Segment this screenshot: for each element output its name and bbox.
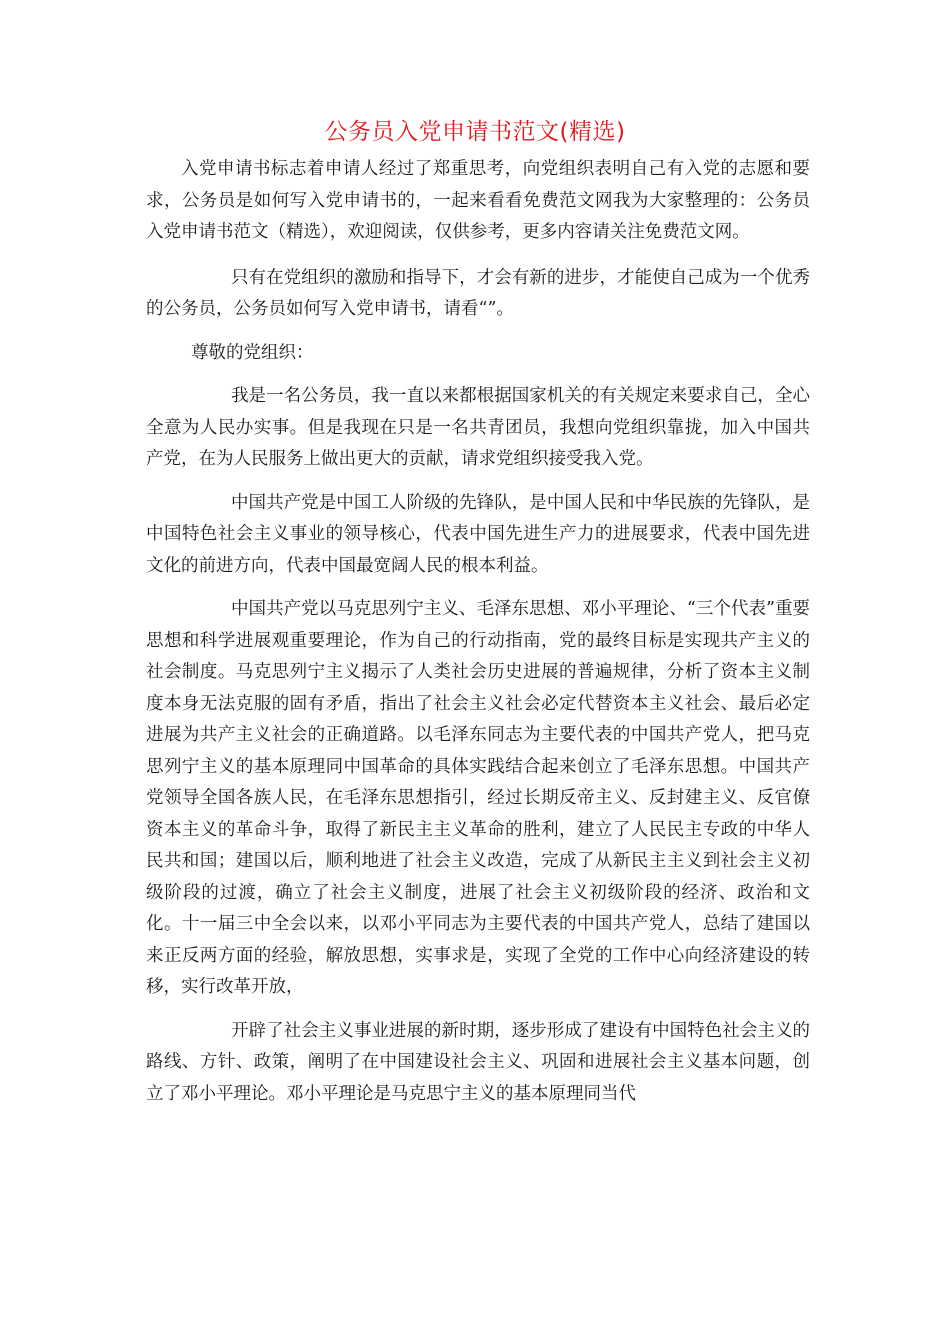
body-paragraph: 我是一名公务员，我一直以来都根据国家机关的有关规定来要求自己，全心全意为人民办实事。但是我现在只是一名共青团员，我想向党组织靠拢，加入中国共产党，在为人民服务上做出更大的贡献，请求党组织接受我入党。 bbox=[146, 386, 810, 469]
lead-paragraph: 只有在党组织的激励和指导下，才会有新的进步，才能使自己成为一个优秀的公务员，公务员如何写入党申请书，请看“”。 bbox=[146, 267, 810, 319]
body-paragraph: 中国共产党以马克思列宁主义、毛泽东思想、邓小平理论、“三个代表”重要思想和科学进展观重要理论，作为自己的行动指南，党的最终目标是实现共产主义的社会制度。马克思列宁主义揭示了人类社会历史进展的普遍规律，分析了资本主义制度本身无法克服的固有矛盾，指出了社会主义社会必定代替资本主义社会、最后必定进展为共产主义社会的正确道路。以毛泽东同志为主要代表的中国共产党人，把马克思列宁主义的基本原理同中国革命的具体实践结合起来创立了毛泽东思想。中国共产党领导全国各族人民，在毛泽东思想指引，经过长期反帝主义、反封建主义、反官僚资本主义的革命斗争，取得了新民主主义革命的胜利，建立了人民民主专政的中华人民共和国；建国以后，顺利地进了社会主义改造，完成了从新民主主义到社会主义初级阶段的过渡，确立了社会主义制度，进展了社会主义初级阶段的经济、政治和文化。十一届三中全会以来，以邓小平同志为主要代表的中国共产党人，总结了建国以来正反两方面的经验，解放思想，实事求是，实现了全党的工作中心向经济建设的转移，实行改革开放， bbox=[146, 599, 810, 997]
document-body bbox=[146, 154, 810, 1110]
document-title: 公务员入党申请书范文(精选) bbox=[324, 119, 626, 145]
intro-paragraph: 入党申请书标志着申请人经过了郑重思考，向党组织表明自己有入党的志愿和要求，公务员是如何写入党申请书的，一起来看看免费范文网我为大家整理的：公务员入党申请书范文（精选），欢迎阅读，仅供参考，更多内容请关注免费范文网。 bbox=[146, 159, 810, 242]
body-paragraph: 中国共产党是中国工人阶级的先锋队，是中国人民和中华民族的先锋队，是中国特色社会主义事业的领导核心，代表中国先进生产力的进展要求，代表中国先进文化的前进方向，代表中国最宽阔人民的根本利益。 bbox=[146, 492, 810, 576]
salutation: 尊敬的党组织： bbox=[191, 342, 314, 363]
body-paragraph: 开辟了社会主义事业进展的新时期，逐步形成了建设有中国特色社会主义的路线、方针、政策，阐明了在中国建设社会主义、巩固和进展社会主义基本问题，创立了邓小平理论。邓小平理论是马克思宁主义的基本原理同当代 bbox=[146, 1020, 810, 1104]
